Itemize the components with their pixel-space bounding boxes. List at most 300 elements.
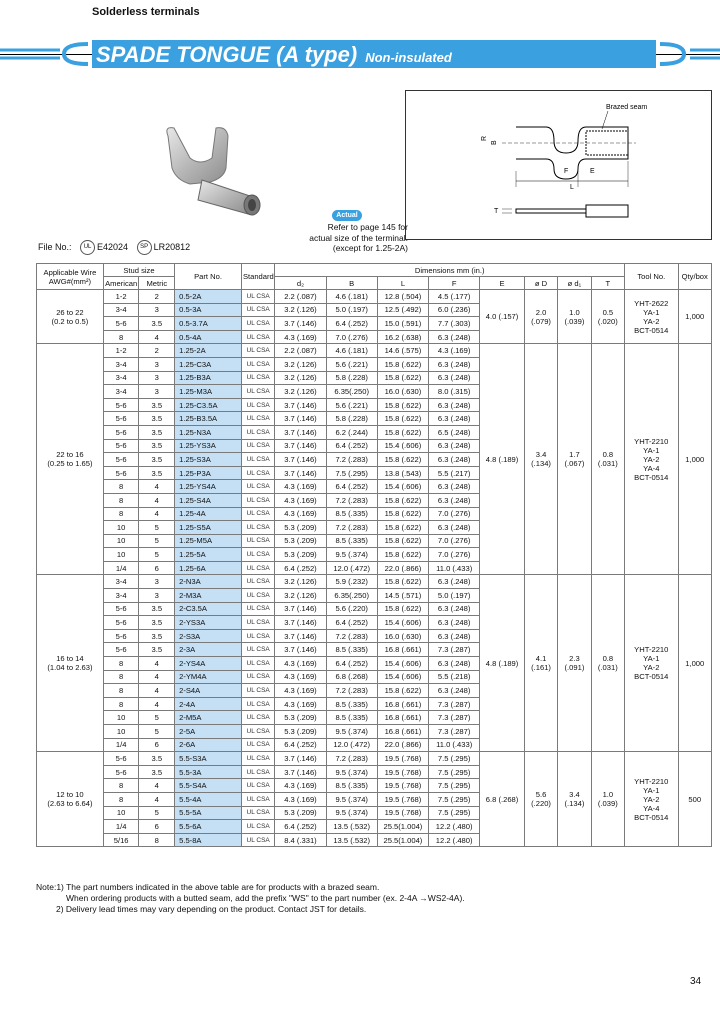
dim-d1: 3.4 (.134) — [558, 752, 591, 847]
stud-metric: 8 — [139, 833, 175, 847]
dim-l: 16.8 (.661) — [377, 643, 428, 657]
stud-metric: 3 — [139, 357, 175, 371]
dim-l: 15.8 (.622) — [377, 493, 428, 507]
dim-l: 15.4 (.606) — [377, 616, 428, 630]
tool-numbers: YHT-2210 YA-1 YA-2 BCT-0514 — [625, 575, 678, 752]
stud-metric: 4 — [139, 697, 175, 711]
dim-l: 15.4 (.606) — [377, 439, 428, 453]
part-number: 1.25-S5A — [175, 521, 242, 535]
dim-l: 14.6 (.575) — [377, 344, 428, 358]
dim-d2: 6.4 (.252) — [275, 561, 326, 575]
part-number: 0.5-2A — [175, 290, 242, 304]
dim-l: 15.4 (.606) — [377, 670, 428, 684]
part-number: 5.5-6A — [175, 820, 242, 834]
dim-d2: 4.3 (.169) — [275, 480, 326, 494]
dim-f: 6.3 (.248) — [429, 453, 480, 467]
awg-cell: 26 to 22 (0.2 to 0.5) — [37, 290, 104, 344]
dim-f: 7.7 (.303) — [429, 317, 480, 331]
standard-marks: UL CSA — [241, 643, 274, 657]
standard-marks: UL CSA — [241, 589, 274, 603]
header-d2: d₂ — [275, 277, 326, 290]
standard-marks: UL CSA — [241, 398, 274, 412]
dim-b: 7.2 (.283) — [326, 684, 377, 698]
dim-f: 7.5 (.295) — [429, 806, 480, 820]
part-number: 5.5-5A — [175, 806, 242, 820]
dim-f: 7.0 (.276) — [429, 534, 480, 548]
stud-american: 1/4 — [103, 820, 139, 834]
dim-b: 9.5 (.374) — [326, 725, 377, 739]
dim-d2: 3.7 (.146) — [275, 765, 326, 779]
dim-d2: 5.3 (.209) — [275, 548, 326, 562]
dim-d2: 3.7 (.146) — [275, 412, 326, 426]
part-number: 1.25-6A — [175, 561, 242, 575]
dim-d2: 2.2 (.087) — [275, 344, 326, 358]
stud-american: 5-6 — [103, 616, 139, 630]
part-number: 5.5-S4A — [175, 779, 242, 793]
dim-d2: 5.3 (.209) — [275, 534, 326, 548]
stud-american: 3-4 — [103, 589, 139, 603]
svg-text:F: F — [564, 168, 569, 175]
dim-b: 6.4 (.252) — [326, 616, 377, 630]
dim-d2: 3.7 (.146) — [275, 453, 326, 467]
dim-l: 15.0 (.591) — [377, 317, 428, 331]
header-awg: Applicable Wire AWG#(mm²) — [37, 264, 104, 290]
standard-marks: UL CSA — [241, 466, 274, 480]
qty-per-box: 1,000 — [678, 575, 712, 752]
svg-text:R: R — [481, 135, 488, 141]
dim-f: 6.3 (.248) — [429, 357, 480, 371]
stud-metric: 4 — [139, 684, 175, 698]
stud-metric: 3 — [139, 303, 175, 317]
part-number: 1.25-M3A — [175, 385, 242, 399]
dim-l: 15.8 (.622) — [377, 398, 428, 412]
stud-american: 10 — [103, 534, 139, 548]
stud-metric: 4 — [139, 480, 175, 494]
qty-per-box: 1,000 — [678, 290, 712, 344]
dim-b: 7.2 (.283) — [326, 521, 377, 535]
dim-b: 8.5 (.335) — [326, 507, 377, 521]
part-number: 0.5-4A — [175, 330, 242, 344]
dim-b: 8.5 (.335) — [326, 643, 377, 657]
dim-l: 13.8 (.543) — [377, 466, 428, 480]
stud-metric: 5 — [139, 548, 175, 562]
stud-american: 1/4 — [103, 738, 139, 752]
actual-badge: Actual — [332, 210, 362, 221]
dim-f: 6.3 (.248) — [429, 616, 480, 630]
dim-l: 22.0 (.866) — [377, 738, 428, 752]
dim-b: 13.5 (.532) — [326, 833, 377, 847]
standard-marks: UL CSA — [241, 806, 274, 820]
part-number: 5.5-S3A — [175, 752, 242, 766]
part-number: 1.25-YS3A — [175, 439, 242, 453]
stud-metric: 2 — [139, 344, 175, 358]
stud-metric: 2 — [139, 290, 175, 304]
stud-american: 5-6 — [103, 643, 139, 657]
dim-f: 6.3 (.248) — [429, 371, 480, 385]
dim-f: 12.2 (.480) — [429, 820, 480, 834]
stud-american: 5-6 — [103, 765, 139, 779]
dim-d2: 4.3 (.169) — [275, 684, 326, 698]
dim-b: 8.5 (.335) — [326, 711, 377, 725]
dim-b: 12.0 (.472) — [326, 561, 377, 575]
header-american: American — [105, 278, 138, 288]
note-1: Note:1) The part numbers indicated in the above table are for products with a brazed seam. — [36, 882, 380, 892]
stud-american: 8 — [103, 507, 139, 521]
table-row — [37, 575, 712, 589]
dim-f: 6.3 (.248) — [429, 439, 480, 453]
stud-american: 3-4 — [103, 357, 139, 371]
stud-metric: 3.5 — [139, 439, 175, 453]
stud-metric: 5 — [139, 521, 175, 535]
standard-marks: UL CSA — [241, 711, 274, 725]
dim-l: 25.5(1.004) — [377, 833, 428, 847]
part-number: 0.5-3.7A — [175, 317, 242, 331]
dim-d2: 3.7 (.146) — [275, 629, 326, 643]
part-number: 2-YS4A — [175, 657, 242, 671]
dim-d2: 3.7 (.146) — [275, 643, 326, 657]
header-l: L — [377, 277, 428, 290]
stud-american: 5/16 — [103, 833, 139, 847]
stud-american: 1-2 — [103, 344, 139, 358]
tool-numbers: YHT-2210 YA-1 YA-2 YA-4 BCT-0514 — [625, 752, 678, 847]
part-number: 0.5-3A — [175, 303, 242, 317]
dim-l: 19.5 (.768) — [377, 779, 428, 793]
ul-logo-icon: UL — [80, 240, 95, 255]
standard-marks: UL CSA — [241, 425, 274, 439]
standard-marks: UL CSA — [241, 548, 274, 562]
dim-b: 6.4 (.252) — [326, 439, 377, 453]
standard-marks: UL CSA — [241, 385, 274, 399]
table-row — [37, 752, 712, 766]
stud-metric: 3.5 — [139, 412, 175, 426]
part-number: 2-S3A — [175, 629, 242, 643]
dim-d2: 4.3 (.169) — [275, 792, 326, 806]
header-e: E — [480, 277, 525, 290]
dim-f: 6.3 (.248) — [429, 521, 480, 535]
table-row — [37, 344, 712, 358]
standard-marks: UL CSA — [241, 534, 274, 548]
dim-b: 5.8 (.228) — [326, 412, 377, 426]
qty-per-box: 500 — [678, 752, 712, 847]
awg-cell: 12 to 10 (2.63 to 6.64) — [37, 752, 104, 847]
dim-f: 4.5 (.177) — [429, 290, 480, 304]
stud-metric: 3.5 — [139, 765, 175, 779]
dim-f: 7.5 (.295) — [429, 779, 480, 793]
dim-l: 15.4 (.606) — [377, 480, 428, 494]
stud-american: 5-6 — [103, 752, 139, 766]
stud-american: 3-4 — [103, 303, 139, 317]
dim-l: 19.5 (.768) — [377, 765, 428, 779]
svg-text:T: T — [494, 208, 499, 215]
dim-d2: 4.3 (.169) — [275, 507, 326, 521]
category-label: Solderless terminals — [92, 6, 200, 18]
dim-f: 11.0 (.433) — [429, 738, 480, 752]
dim-l: 14.5 (.571) — [377, 589, 428, 603]
terminal-photo — [140, 118, 280, 216]
part-number: 2-S4A — [175, 684, 242, 698]
standard-marks: UL CSA — [241, 493, 274, 507]
dim-l: 12.8 (.504) — [377, 290, 428, 304]
dim-d2: 3.2 (.126) — [275, 385, 326, 399]
dim-f: 7.3 (.287) — [429, 697, 480, 711]
standard-marks: UL CSA — [241, 439, 274, 453]
dim-f: 7.5 (.295) — [429, 792, 480, 806]
dim-d2: 4.3 (.169) — [275, 779, 326, 793]
standard-marks: UL CSA — [241, 684, 274, 698]
dim-b: 7.2 (.283) — [326, 453, 377, 467]
dim-l: 12.5 (.492) — [377, 303, 428, 317]
dim-l: 16.2 (.638) — [377, 330, 428, 344]
tool-numbers: YHT-2622 YA-1 YA-2 BCT-0514 — [625, 290, 678, 344]
stud-metric: 3.5 — [139, 752, 175, 766]
standard-marks: UL CSA — [241, 453, 274, 467]
note-2: 2) Delivery lead times may vary depending on the product. Contact JST for details. — [56, 904, 367, 914]
standard-marks: UL CSA — [241, 738, 274, 752]
stud-american: 8 — [103, 779, 139, 793]
dim-d1: 1.7 (.067) — [558, 344, 591, 575]
standard-marks: UL CSA — [241, 521, 274, 535]
dim-b: 6.4 (.252) — [326, 317, 377, 331]
dim-b: 7.2 (.283) — [326, 752, 377, 766]
stud-metric: 3 — [139, 589, 175, 603]
standard-marks: UL CSA — [241, 480, 274, 494]
dim-e: 4.0 (.157) — [480, 290, 525, 344]
dim-f: 6.3 (.248) — [429, 657, 480, 671]
part-number: 2-N3A — [175, 575, 242, 589]
dim-d2: 4.3 (.169) — [275, 657, 326, 671]
stud-metric: 3 — [139, 385, 175, 399]
dim-d: 4.1 (.161) — [524, 575, 557, 752]
stud-metric: 3 — [139, 575, 175, 589]
part-number: 1.25-YS4A — [175, 480, 242, 494]
header-d: ø D — [524, 277, 557, 290]
part-number: 1.25-M5A — [175, 534, 242, 548]
stud-american: 3-4 — [103, 371, 139, 385]
header-qty: Qty/box — [678, 264, 712, 290]
standard-marks: UL CSA — [241, 697, 274, 711]
stud-american: 5-6 — [103, 629, 139, 643]
dim-e: 6.8 (.268) — [480, 752, 525, 847]
dim-b: 6.4 (.252) — [326, 657, 377, 671]
dim-d2: 4.3 (.169) — [275, 670, 326, 684]
awg-cell: 22 to 16 (0.25 to 1.65) — [37, 344, 104, 575]
stud-american: 10 — [103, 806, 139, 820]
standard-marks: UL CSA — [241, 290, 274, 304]
dim-l: 15.8 (.622) — [377, 602, 428, 616]
stud-american: 8 — [103, 493, 139, 507]
dim-d2: 8.4 (.331) — [275, 833, 326, 847]
dim-l: 19.5 (.768) — [377, 752, 428, 766]
part-number: 2-M5A — [175, 711, 242, 725]
dim-f: 12.2 (.480) — [429, 833, 480, 847]
dim-t: 0.8 (.031) — [591, 344, 624, 575]
dim-l: 25.5(1.004) — [377, 820, 428, 834]
part-number: 2-YS3A — [175, 616, 242, 630]
dim-b: 8.5 (.335) — [326, 534, 377, 548]
dim-b: 6.2 (.244) — [326, 425, 377, 439]
dim-d2: 2.2 (.087) — [275, 290, 326, 304]
stud-american: 10 — [103, 711, 139, 725]
footnotes — [36, 882, 465, 915]
dim-l: 15.4 (.606) — [377, 657, 428, 671]
dim-d2: 3.7 (.146) — [275, 616, 326, 630]
stud-american: 1/4 — [103, 561, 139, 575]
stud-metric: 4 — [139, 507, 175, 521]
dim-f: 6.3 (.248) — [429, 330, 480, 344]
stud-metric: 3.5 — [139, 466, 175, 480]
dim-b: 5.8 (.228) — [326, 371, 377, 385]
part-number: 1.25-4A — [175, 507, 242, 521]
dim-l: 16.8 (.661) — [377, 697, 428, 711]
dim-d2: 6.4 (.252) — [275, 738, 326, 752]
dim-f: 6.3 (.248) — [429, 575, 480, 589]
standard-marks: UL CSA — [241, 412, 274, 426]
dim-d2: 3.2 (.126) — [275, 589, 326, 603]
stud-american: 5-6 — [103, 602, 139, 616]
standard-marks: UL CSA — [241, 371, 274, 385]
dim-b: 12.0 (.472) — [326, 738, 377, 752]
header-standard: Standard — [241, 264, 274, 290]
dim-l: 15.8 (.622) — [377, 534, 428, 548]
dim-f: 5.5 (.217) — [429, 466, 480, 480]
part-number: 5.5-4A — [175, 792, 242, 806]
dim-l: 15.8 (.622) — [377, 357, 428, 371]
dim-b: 7.0 (.276) — [326, 330, 377, 344]
dim-f: 7.3 (.287) — [429, 725, 480, 739]
stud-american: 8 — [103, 684, 139, 698]
dim-f: 6.3 (.248) — [429, 629, 480, 643]
standard-marks: UL CSA — [241, 357, 274, 371]
dim-l: 15.8 (.622) — [377, 453, 428, 467]
standard-marks: UL CSA — [241, 602, 274, 616]
dim-l: 19.5 (.768) — [377, 806, 428, 820]
left-connector-icon — [0, 40, 92, 68]
dim-d2: 5.3 (.209) — [275, 711, 326, 725]
stud-american: 8 — [103, 657, 139, 671]
stud-american: 5-6 — [103, 439, 139, 453]
part-number: 1.25-S4A — [175, 493, 242, 507]
dim-f: 7.0 (.276) — [429, 507, 480, 521]
standard-marks: UL CSA — [241, 629, 274, 643]
stud-metric: 4 — [139, 657, 175, 671]
part-number: 5.5-8A — [175, 833, 242, 847]
part-number: 2-3A — [175, 643, 242, 657]
stud-american: 1-2 — [103, 290, 139, 304]
dim-d2: 3.7 (.146) — [275, 752, 326, 766]
dim-f: 11.0 (.433) — [429, 561, 480, 575]
header-b: B — [326, 277, 377, 290]
part-number: 1.25-5A — [175, 548, 242, 562]
stud-american: 5-6 — [103, 453, 139, 467]
part-number: 2-YM4A — [175, 670, 242, 684]
dim-d2: 3.7 (.146) — [275, 466, 326, 480]
page-title: SPADE TONGUE (A type) Non-insulated — [96, 42, 452, 67]
dim-l: 15.8 (.622) — [377, 684, 428, 698]
stud-metric: 5 — [139, 711, 175, 725]
dim-f: 6.3 (.248) — [429, 480, 480, 494]
dim-f: 7.5 (.295) — [429, 765, 480, 779]
dim-l: 16.0 (.630) — [377, 629, 428, 643]
dim-f: 4.3 (.169) — [429, 344, 480, 358]
stud-metric: 4 — [139, 779, 175, 793]
header-f: F — [429, 277, 480, 290]
right-connector-icon — [656, 40, 720, 68]
header-t: T — [591, 277, 624, 290]
dim-t: 1.0 (.039) — [591, 752, 624, 847]
header-dims: Dimensions mm (in.) — [275, 264, 625, 277]
stud-american: 8 — [103, 697, 139, 711]
dim-l: 15.8 (.622) — [377, 548, 428, 562]
standard-marks: UL CSA — [241, 779, 274, 793]
standard-marks: UL CSA — [241, 616, 274, 630]
part-number: 2-C3.5A — [175, 602, 242, 616]
dim-b: 6.35(.250) — [326, 589, 377, 603]
dim-b: 8.5 (.335) — [326, 697, 377, 711]
dim-b: 7.2 (.283) — [326, 629, 377, 643]
dim-b: 5.6 (.221) — [326, 398, 377, 412]
standard-marks: UL CSA — [241, 507, 274, 521]
stud-metric: 3.5 — [139, 602, 175, 616]
dim-d2: 3.7 (.146) — [275, 317, 326, 331]
dim-b: 4.6 (.181) — [326, 344, 377, 358]
dim-b: 5.9 (.232) — [326, 575, 377, 589]
note-1b: When ordering products with a butted seam, add the prefix "WS" to the part number (ex. 2-4A →WS2-4A). — [66, 893, 465, 903]
standard-marks: UL CSA — [241, 792, 274, 806]
dim-l: 15.8 (.622) — [377, 507, 428, 521]
part-number: 1.25-C3A — [175, 357, 242, 371]
stud-american: 5-6 — [103, 425, 139, 439]
dim-b: 7.2 (.283) — [326, 493, 377, 507]
dim-l: 19.5 (.768) — [377, 792, 428, 806]
dim-f: 7.0 (.276) — [429, 548, 480, 562]
stud-american: 8 — [103, 480, 139, 494]
standard-marks: UL CSA — [241, 575, 274, 589]
stud-american: 5-6 — [103, 412, 139, 426]
dim-b: 9.5 (.374) — [326, 548, 377, 562]
dim-b: 7.5 (.295) — [326, 466, 377, 480]
dim-f: 6.0 (.236) — [429, 303, 480, 317]
part-number: 1.25-B3.5A — [175, 412, 242, 426]
part-number: 2-4A — [175, 697, 242, 711]
dim-f: 7.3 (.287) — [429, 711, 480, 725]
standard-marks: UL CSA — [241, 820, 274, 834]
dim-b: 6.8 (.268) — [326, 670, 377, 684]
stud-american: 3-4 — [103, 575, 139, 589]
dim-d: 3.4 (.134) — [524, 344, 557, 575]
table-row — [37, 290, 712, 304]
dim-t: 0.8 (.031) — [591, 575, 624, 752]
dim-b: 9.5 (.374) — [326, 792, 377, 806]
file-number: File No.: UL E42024 SP LR20812 — [38, 240, 190, 255]
dim-l: 15.8 (.622) — [377, 412, 428, 426]
dim-l: 16.0 (.630) — [377, 385, 428, 399]
dim-b: 9.5 (.374) — [326, 806, 377, 820]
stud-metric: 6 — [139, 738, 175, 752]
dim-b: 6.35(.250) — [326, 385, 377, 399]
part-number: 2-5A — [175, 725, 242, 739]
standard-marks: UL CSA — [241, 330, 274, 344]
stud-metric: 3.5 — [139, 425, 175, 439]
dim-l: 22.0 (.866) — [377, 561, 428, 575]
svg-text:B: B — [491, 140, 498, 145]
stud-american: 3-4 — [103, 385, 139, 399]
header-metric: Metric — [139, 277, 175, 290]
part-number: 1.25-C3.5A — [175, 398, 242, 412]
dim-l: 16.8 (.661) — [377, 711, 428, 725]
dim-f: 5.0 (.197) — [429, 589, 480, 603]
dim-b: 5.6 (.220) — [326, 602, 377, 616]
svg-text:L: L — [570, 184, 574, 191]
